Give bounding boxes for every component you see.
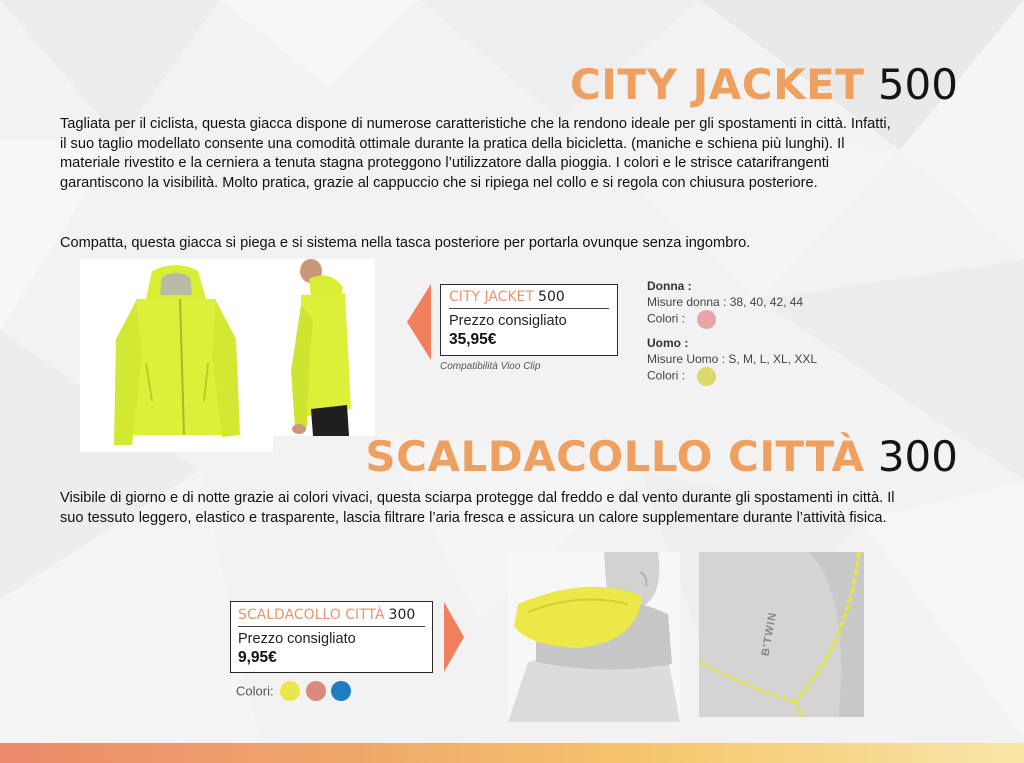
scarf-fabric-detail-image xyxy=(699,552,864,717)
arrow-left-icon xyxy=(407,284,431,360)
arrow-right-icon xyxy=(444,602,464,672)
men-colors-row xyxy=(647,367,867,389)
product2-price-box-number: 300 xyxy=(388,607,416,623)
men-color-swatch xyxy=(697,367,716,386)
jacket-side-image xyxy=(273,259,375,436)
price-box-divider xyxy=(238,626,425,627)
compat-note: Compatibilità Vioo Clip xyxy=(440,361,541,372)
color-swatch-coral xyxy=(306,681,326,701)
product1-description-2: Compatta, questa giacca si piega e si sistema nella tasca posteriore per portarla ovunque senza ingombro. xyxy=(60,235,751,251)
jacket-front-image xyxy=(80,259,273,452)
women-colors-label: Colori : xyxy=(647,311,686,326)
product1-title-name: CITY JACKET xyxy=(569,60,865,109)
product1-price-box-number: 500 xyxy=(538,289,565,305)
btwin-tag: B'TWIN xyxy=(759,610,780,658)
product1-price-box xyxy=(440,284,618,356)
product1-price-box-name: CITY JACKET xyxy=(449,289,535,305)
product1-specs xyxy=(647,278,867,389)
product1-price-label: Prezzo consigliato xyxy=(449,313,567,329)
product2-price: 9,95€ xyxy=(238,649,277,666)
product2-colors-label: Colori: xyxy=(236,683,274,699)
product1-description: Tagliata per il ciclista, questa giacca dispone di numerose caratteristiche che la rendono ideale per gli spostamenti in città. Infatti, il suo taglio modellato consente una comodità ottimale durante la pratica della bicicletta. (maniche e schiena più lunghi). Il materiale rivestito e la cerniera a tenuta stagna proteggono l’utilizzatore dalla pioggia. I colori e le strisce catarifrangenti garantiscono la visibilità. Molto pratica, grazie al cappuccio che si ripiega nel collo e si regola con chiusura posteriore. xyxy=(60,116,891,191)
price-box-divider xyxy=(449,308,609,309)
product2-title xyxy=(365,432,958,481)
women-color-swatch xyxy=(697,310,716,329)
product2-price-box-name: SCALDACOLLO CITTÀ xyxy=(238,607,385,623)
men-sizes: Misure Uomo : S, M, L, XL, XXL xyxy=(647,352,818,366)
product1-title-number: 500 xyxy=(877,60,958,109)
product2-price-label: Prezzo consigliato xyxy=(238,631,356,647)
color-swatch-yellow xyxy=(280,681,300,701)
product2-price-box xyxy=(230,601,433,673)
product2-colors-row xyxy=(236,681,351,701)
women-colors-row xyxy=(647,310,867,332)
men-colors-label: Colori : xyxy=(647,368,686,383)
product2-title-number: 300 xyxy=(877,432,958,481)
product1-price: 35,95€ xyxy=(449,331,497,348)
product2-title-name: SCALDACOLLO CITTÀ xyxy=(365,432,865,481)
product2-description: Visibile di giorno e di notte grazie ai colori vivaci, questa sciarpa protegge dal freddo e dal vento durante gli spostamenti in città. Il suo tessuto leggero, elastico e trasparente, lascia filtrare l’aria fresca e assicura un calore supplementare durante l’attività fisica. xyxy=(60,490,895,526)
color-swatch-blue xyxy=(331,681,351,701)
men-header: Uomo : xyxy=(647,336,689,350)
scarf-mannequin-image xyxy=(508,552,680,722)
bottom-gradient-bar xyxy=(0,743,1024,763)
product1-title xyxy=(570,60,958,109)
women-sizes: Misure donna : 38, 40, 42, 44 xyxy=(647,295,804,309)
women-header: Donna : xyxy=(647,279,692,293)
